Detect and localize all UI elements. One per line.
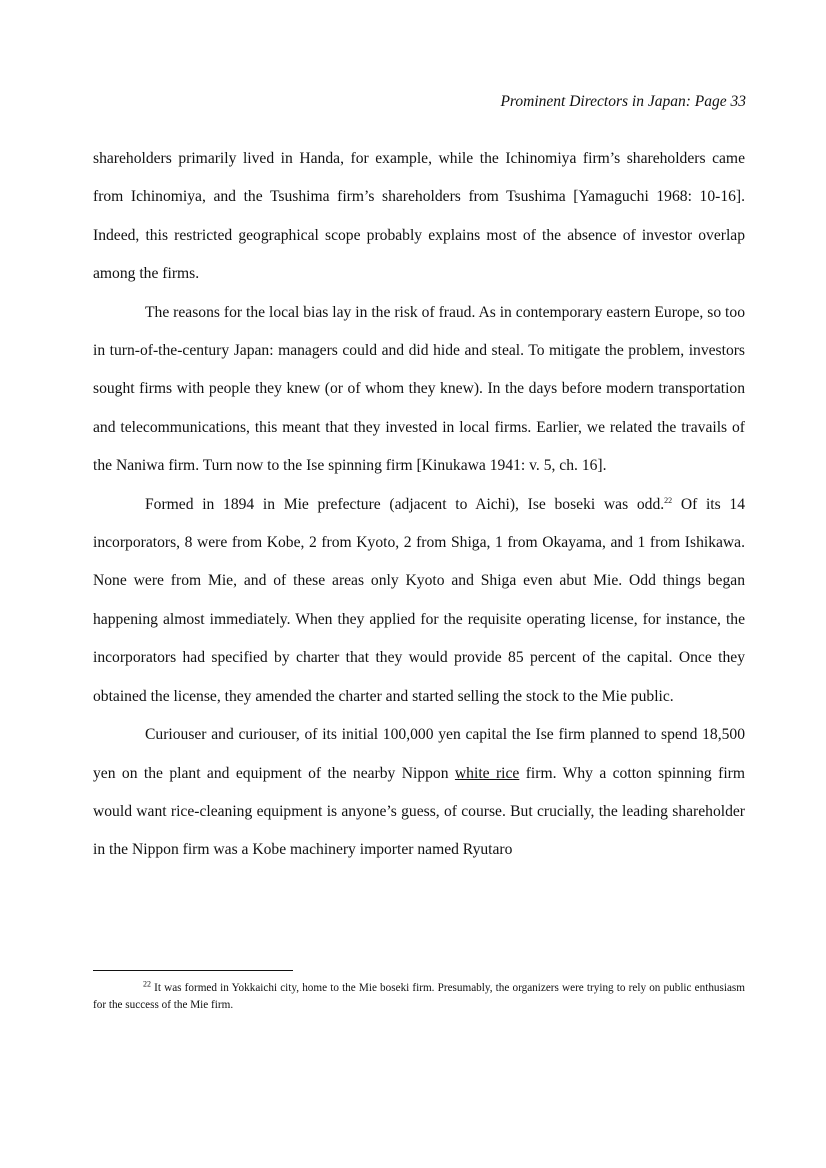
paragraph-4 [93, 716, 745, 870]
paragraph-3-text-b: Of its 14 incorporators, 8 were from Kobe, 2 from Kyoto, 2 from Shiga, 1 from Okayama, and 1 from Ishikawa. None were from Mie, and of these areas only Kyoto and Shiga even abut Mie. Odd things began happening almost immediately. When they applied for the requisite operating license, for instance, the incorporators had specified by charter that they would provide 85 percent of the capital. Once they obtained the license, they amended the charter and started selling the stock to the Mie public. [93, 495, 745, 705]
paragraph-3-text-a: Formed in 1894 in Mie prefecture (adjacent to Aichi), Ise boseki was odd. [145, 495, 665, 513]
footnote-divider [93, 970, 293, 971]
paragraph-4-text-b: firm. Why a cotton spinning firm would want rice-cleaning equipment is anyone’s guess, of course. But crucially, the leading shareholder in the Nippon firm was a Kobe machinery importer named Ryutaro [93, 764, 745, 859]
footnote-text: It was formed in Yokkaichi city, home to the Mie boseki firm. Presumably, the organizers were trying to rely on public enthusiasm for the success of the Mie firm. [93, 982, 745, 1011]
paragraph-1: shareholders primarily lived in Handa, for example, while the Ichinomiya firm’s shareholders came from Ichinomiya, and the Tsushima firm’s shareholders from Tsushima [Yamaguchi 1968: 10-16]. Indeed, this restricted geographical scope probably explains most of the absence of investor overlap among the firms. [93, 150, 745, 283]
running-header: Prominent Directors in Japan: Page 33 [500, 93, 746, 110]
underlined-phrase: white rice [454, 764, 520, 782]
paragraph-2: The reasons for the local bias lay in the risk of fraud. As in contemporary eastern Europe, so too in turn-of-the-century Japan: managers could and did hide and steal. To mitigate the problem, investors sought firms with people they knew (or of whom they knew). In the days before modern transportation and telecommunications, this meant that they invested in local firms. Earlier, we related the travails of the Naniwa firm. Turn now to the Ise spinning firm [Kinukawa 1941: v. 5, ch. 16]. [93, 303, 745, 475]
paragraph-4-text-a: Curiouser and curiouser, of its initial 100,000 yen capital the Ise firm planned to spend 18,500 yen on the plant and equipment of the nearby Nippon [93, 726, 745, 782]
paragraph-3 [93, 486, 745, 716]
body-text [93, 140, 745, 870]
footnote-reference: 22 [664, 495, 673, 505]
footnote [93, 980, 745, 1013]
footnote-marker: 22 [143, 979, 151, 989]
